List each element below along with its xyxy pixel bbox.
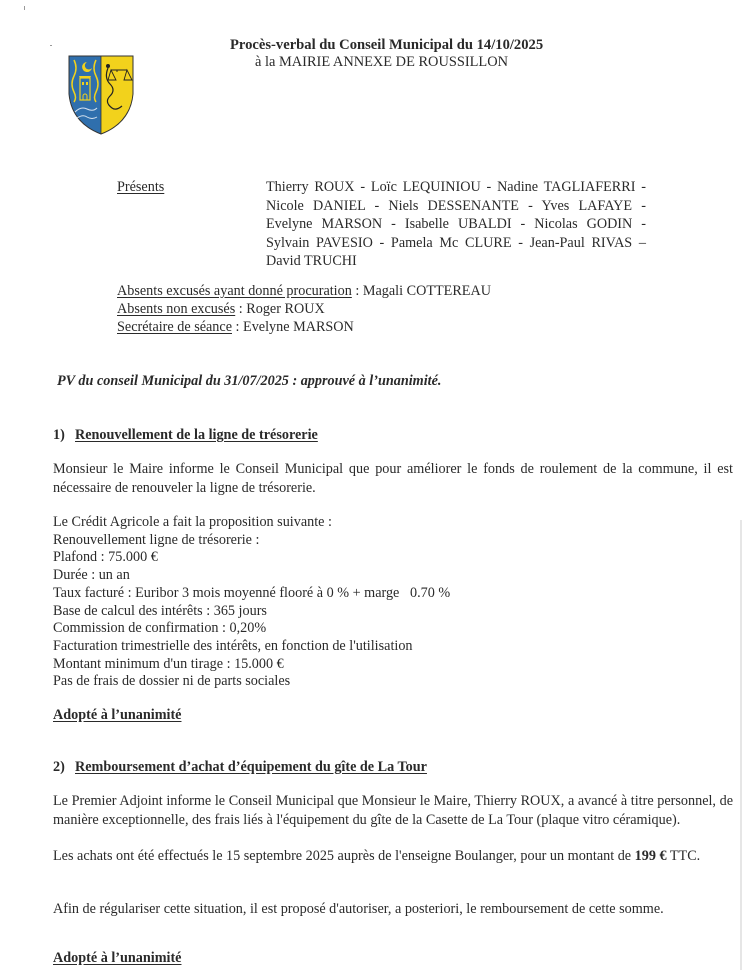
pv-approval: PV du conseil Municipal du 31/07/2025 : approuvé à l’unanimité. — [57, 373, 442, 389]
proposal-line: Taux facturé : Euribor 3 mois moyenné flooré à 0 % + marge 0.70 % — [53, 584, 451, 601]
purchase-amount: 199 € — [634, 848, 667, 864]
section-2-heading — [53, 759, 427, 776]
document-title: Procès-verbal du Conseil Municipal du 14/10/2025 — [230, 37, 544, 53]
section-2-purchase — [53, 847, 733, 866]
row-label: Secrétaire de séance — [117, 319, 232, 336]
proposal-line: Montant minimum d'un tirage : 15.000 € — [53, 655, 284, 672]
crest-yellow-half — [101, 56, 133, 134]
row-value: Roger ROUX — [246, 301, 325, 318]
absent-unexcused-row: Absents non excusés : Roger ROUX — [117, 301, 325, 318]
section-title: Remboursement d’achat d’équipement du gîte de La Tour — [75, 759, 427, 775]
section-1-heading — [53, 427, 318, 444]
row-label: Absents non excusés — [117, 301, 236, 318]
section-1-proposal-lines — [53, 514, 450, 691]
proposal-line: Renouvellement ligne de trésorerie : — [53, 531, 260, 548]
proposal-line: Le Crédit Agricole a fait la proposition suivante : — [53, 514, 332, 530]
secretary-row: Secrétaire de séance : Evelyne MARSON — [117, 319, 354, 336]
section-2-intro: Le Premier Adjoint informe le Conseil Municipal que Monsieur le Maire, Thierry ROUX, a avancé à titre personnel, de manière exceptionnelle, des frais liés à l'équipement du gîte de la Casette de La Tour (plaque vitro céramique). — [53, 793, 733, 828]
amount-suffix: TTC. — [666, 848, 701, 864]
document-subtitle: à la MAIRIE ANNEXE DE ROUSSILLON — [255, 54, 509, 70]
section-1-decision: Adopté à l’unanimité — [53, 707, 182, 723]
section-number: 2) — [53, 759, 65, 775]
row-label: Absents excusés ayant donné procuration — [117, 283, 352, 299]
proposal-line: Pas de frais de dossier ni de parts sociales — [53, 673, 291, 690]
presents-label: Présents — [117, 179, 165, 195]
section-2-proposal: Afin de régulariser cette situation, il est proposé d'autoriser, a posteriori, le remboursement de cette somme. — [53, 901, 664, 917]
proposal-line: Base de calcul des intérêts : 365 jours — [53, 602, 267, 619]
proposal-line: Facturation trimestrielle des intérêts, en fonction de l'utilisation — [53, 637, 413, 654]
presents-list: Thierry ROUX - Loïc LEQUINIOU - Nadine TAGLIAFERRI - Nicole DANIEL - Niels DESSENANTE - Yves LAFAYE - Evelyne MARSON - Isabelle UBALDI - Nicolas GODIN - Sylvain PAVESIO - Pamela Mc CLURE - Jean-Paul RIVAS – David TRUCHI — [266, 179, 646, 270]
proposal-line: Durée : un an — [53, 567, 130, 584]
coat-of-arms-icon — [67, 54, 135, 136]
section-number: 1) — [53, 427, 65, 443]
proposal-line: Plafond : 75.000 € — [53, 549, 158, 566]
section-1-intro: Monsieur le Maire informe le Conseil Municipal que pour améliorer le fonds de roulement de la commune, il est nécessaire de renouveler la ligne de trésorerie. — [53, 461, 733, 496]
scan-mark — [24, 6, 25, 10]
absences-block — [117, 282, 491, 337]
scan-mark — [50, 45, 52, 46]
proposal-line: Commission de confirmation : 0,20% — [53, 620, 267, 637]
section-title: Renouvellement de la ligne de trésorerie — [75, 427, 318, 443]
section-2-decision: Adopté à l’unanimité — [53, 950, 182, 966]
row-value: Magali COTTEREAU — [362, 283, 491, 299]
absent-excused-row: Absents excusés ayant donné procuration : Magali COTTEREAU — [117, 283, 491, 299]
purchase-text: Les achats ont été effectués le 15 septembre 2025 auprès de l'enseigne Boulanger, pour un montant de — [53, 848, 632, 864]
row-value: Evelyne MARSON — [243, 319, 354, 336]
